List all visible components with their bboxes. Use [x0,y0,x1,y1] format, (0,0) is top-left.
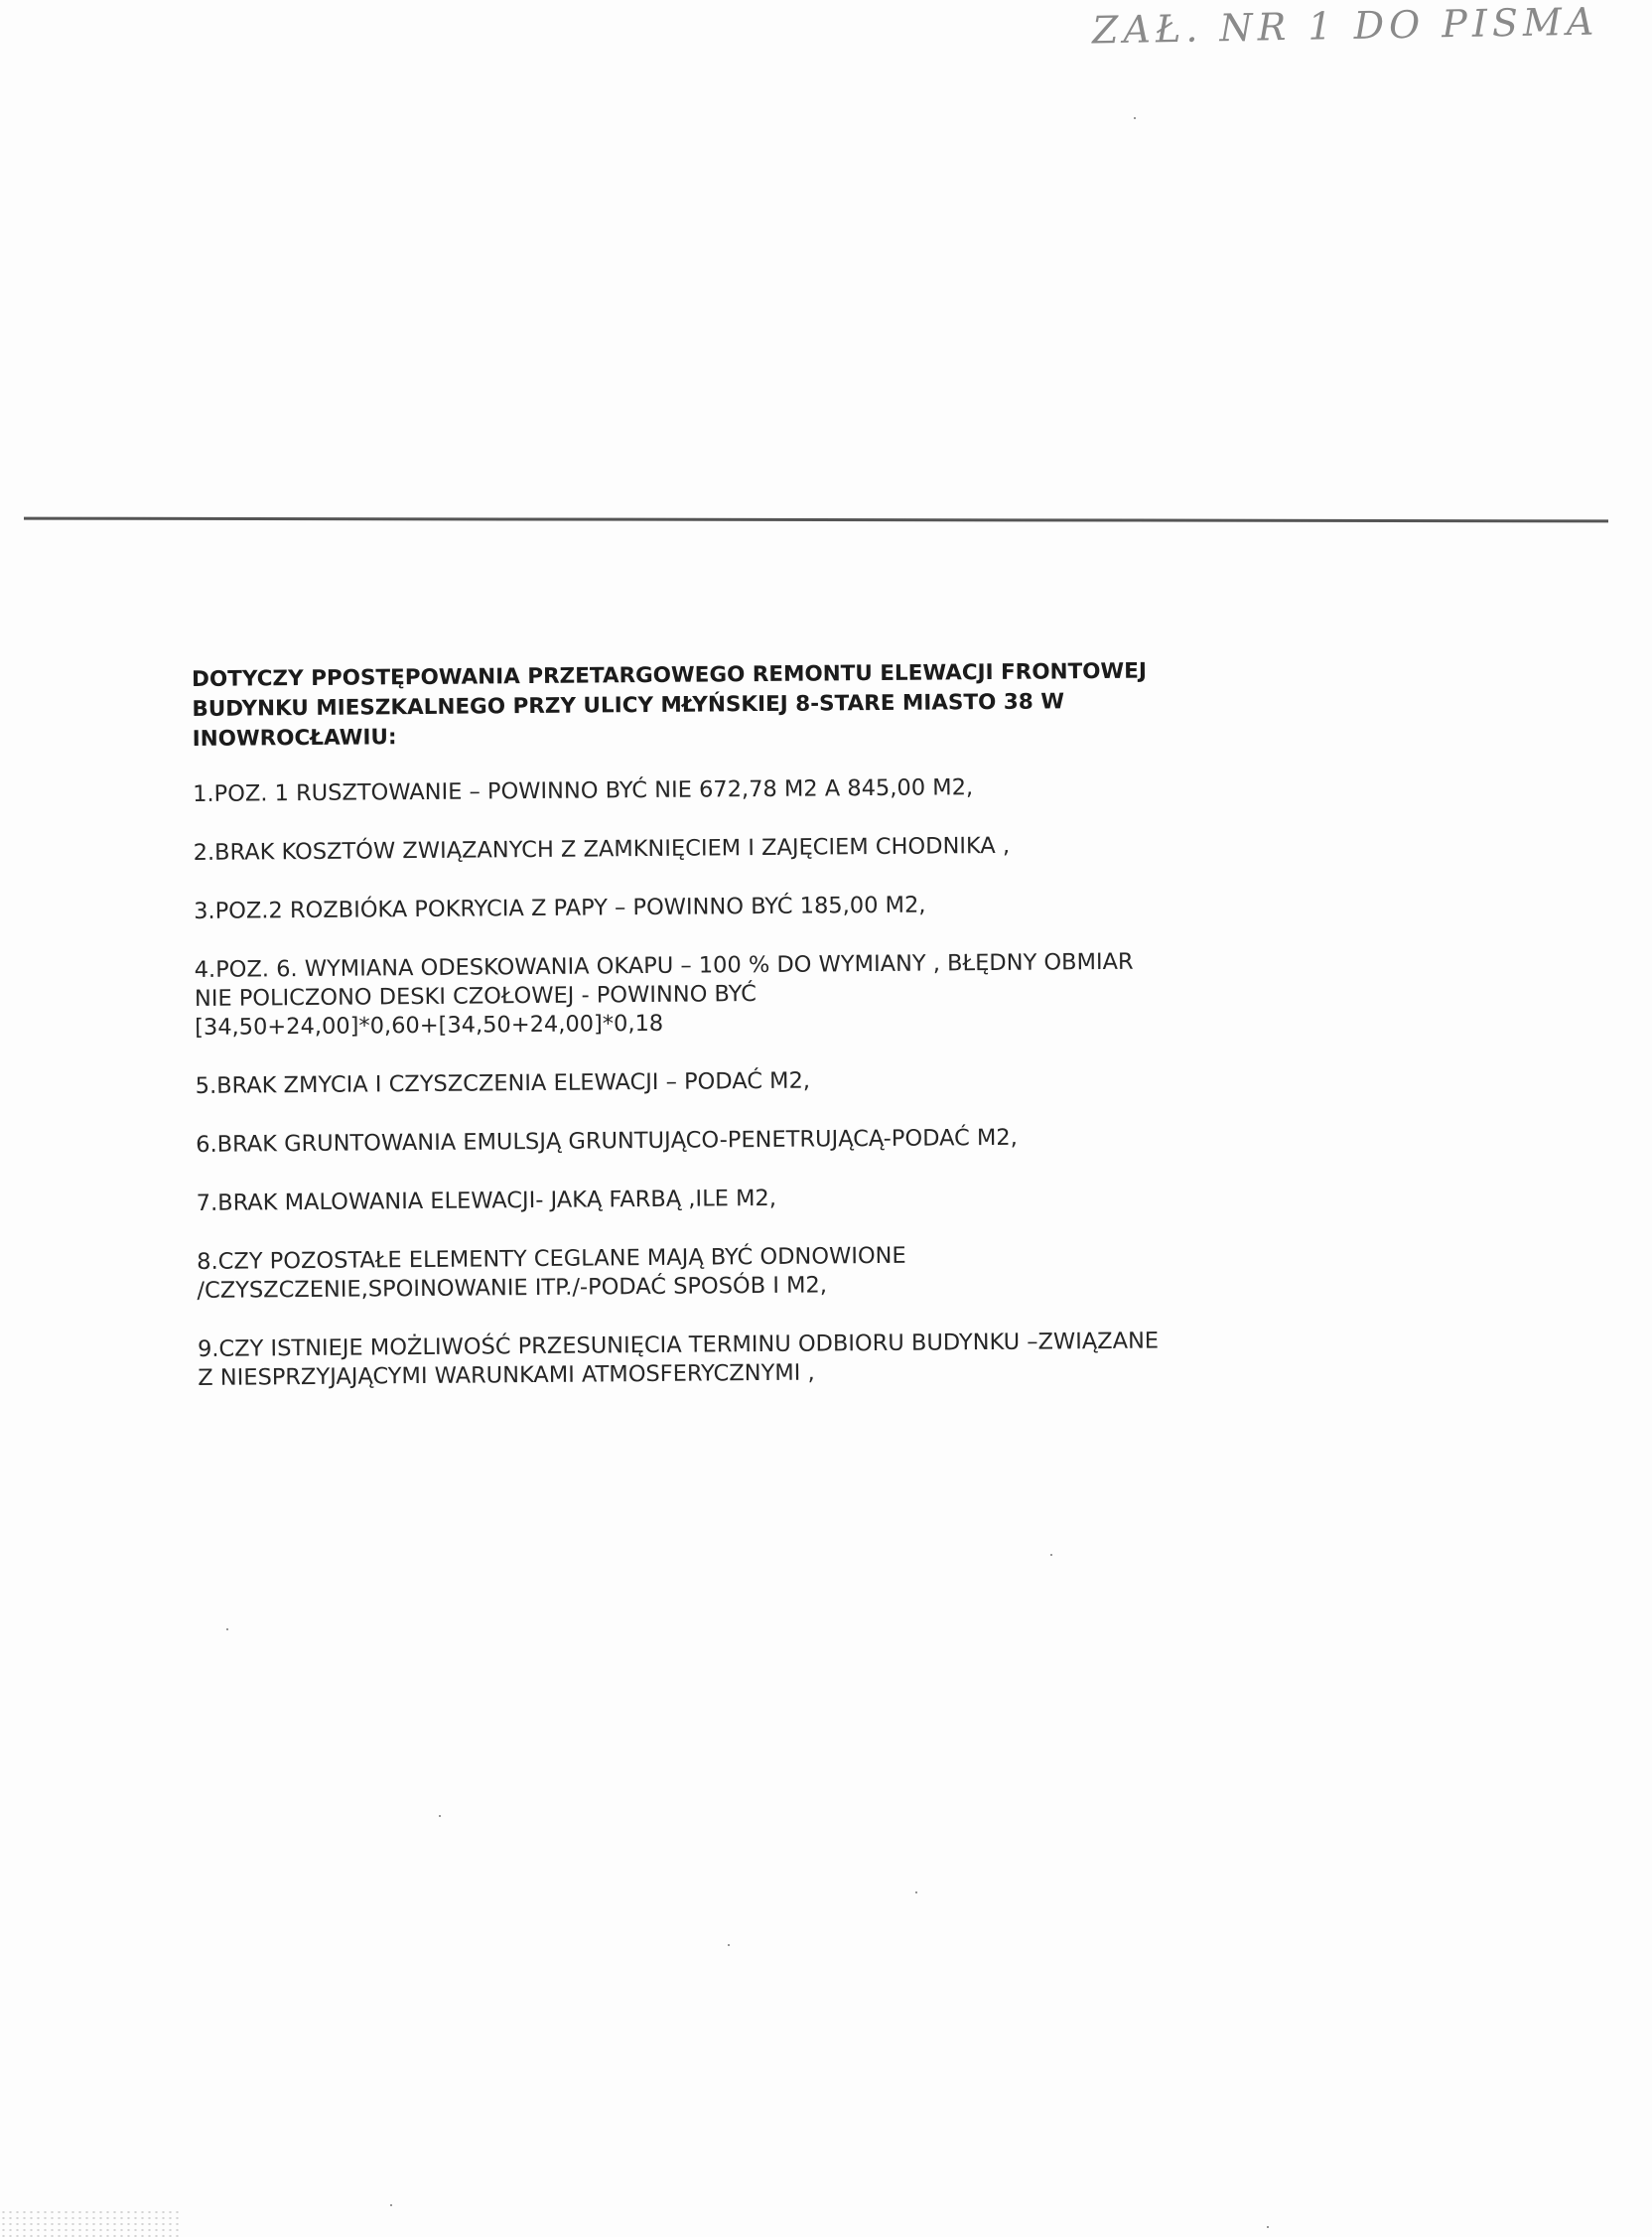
scan-noise [0,2209,179,2237]
document-heading: DOTYCZY PPOSTĘPOWANIA PRZETARGOWEGO REMONTU ELEWACJI FRONTOWEJ BUDYNKU MIESZKALNEGO PRZY ULICY MŁYŃSKIEJ 8-STARE MIASTO 38 W INOWROCŁAWIU: [192,658,1148,752]
scan-speck [226,1628,228,1630]
list-item: 6.BRAK GRUNTOWANIA EMULSJĄ GRUNTUJĄCO-PENETRUJĄCĄ-PODAĆ M2, [196,1124,1018,1158]
scan-speck [1050,1554,1052,1556]
scan-speck [390,2204,392,2206]
list-item: 4.POZ. 6. WYMIANA ODESKOWANIA OKAPU – 100 % DO WYMIANY , BŁĘDNY OBMIAR NIE POLICZONO DESKI CZOŁOWEJ - POWINNO BYĆ [34,50+24,00]*0,60+[34,50+24,00]*0,18 [194,948,1134,1041]
list-item: 2.BRAK KOSZTÓW ZWIĄZANYCH Z ZAMKNIĘCIEM I ZAJĘCIEM CHODNIKA , [193,832,1011,866]
list-item: 9.CZY ISTNIEJE MOŻLIWOŚĆ PRZESUNIĘCIA TERMINU ODBIORU BUDYNKU –ZWIĄZANE Z NIESPRZYJAJĄCYMI WARUNKAMI ATMOSFERYCZNYMI , [197,1328,1160,1391]
list-item: 7.BRAK MALOWANIA ELEWACJI- JAKĄ FARBĄ ,ILE M2, [196,1185,777,1216]
scan-speck [915,1891,917,1893]
list-item: 5.BRAK ZMYCIA I CZYSZCZENIA ELEWACJI – PODAĆ M2, [195,1067,811,1099]
handwritten-annotation: ZAŁ. NR 1 DO PISMA [1091,0,1599,53]
scan-speck [1134,117,1136,119]
list-item: 3.POZ.2 ROZBIÓKA POKRYCIA Z PAPY – POWINNO BYĆ 185,00 M2, [194,892,926,924]
document-body [192,655,1390,1423]
scan-speck [1267,2226,1269,2228]
scan-speck [728,1944,730,1946]
scan-speck [439,1815,441,1817]
horizontal-divider [24,517,1608,523]
list-item: 1.POZ. 1 RUSZTOWANIE – POWINNO BYĆ NIE 672,78 M2 A 845,00 M2, [193,774,974,807]
list-item: 8.CZY POZOSTAŁE ELEMENTY CEGLANE MAJĄ BYĆ ODNOWIONE /CZYSZCZENIE,SPOINOWANIE ITP./-PODAĆ SPOSÓB I M2, [197,1242,906,1304]
